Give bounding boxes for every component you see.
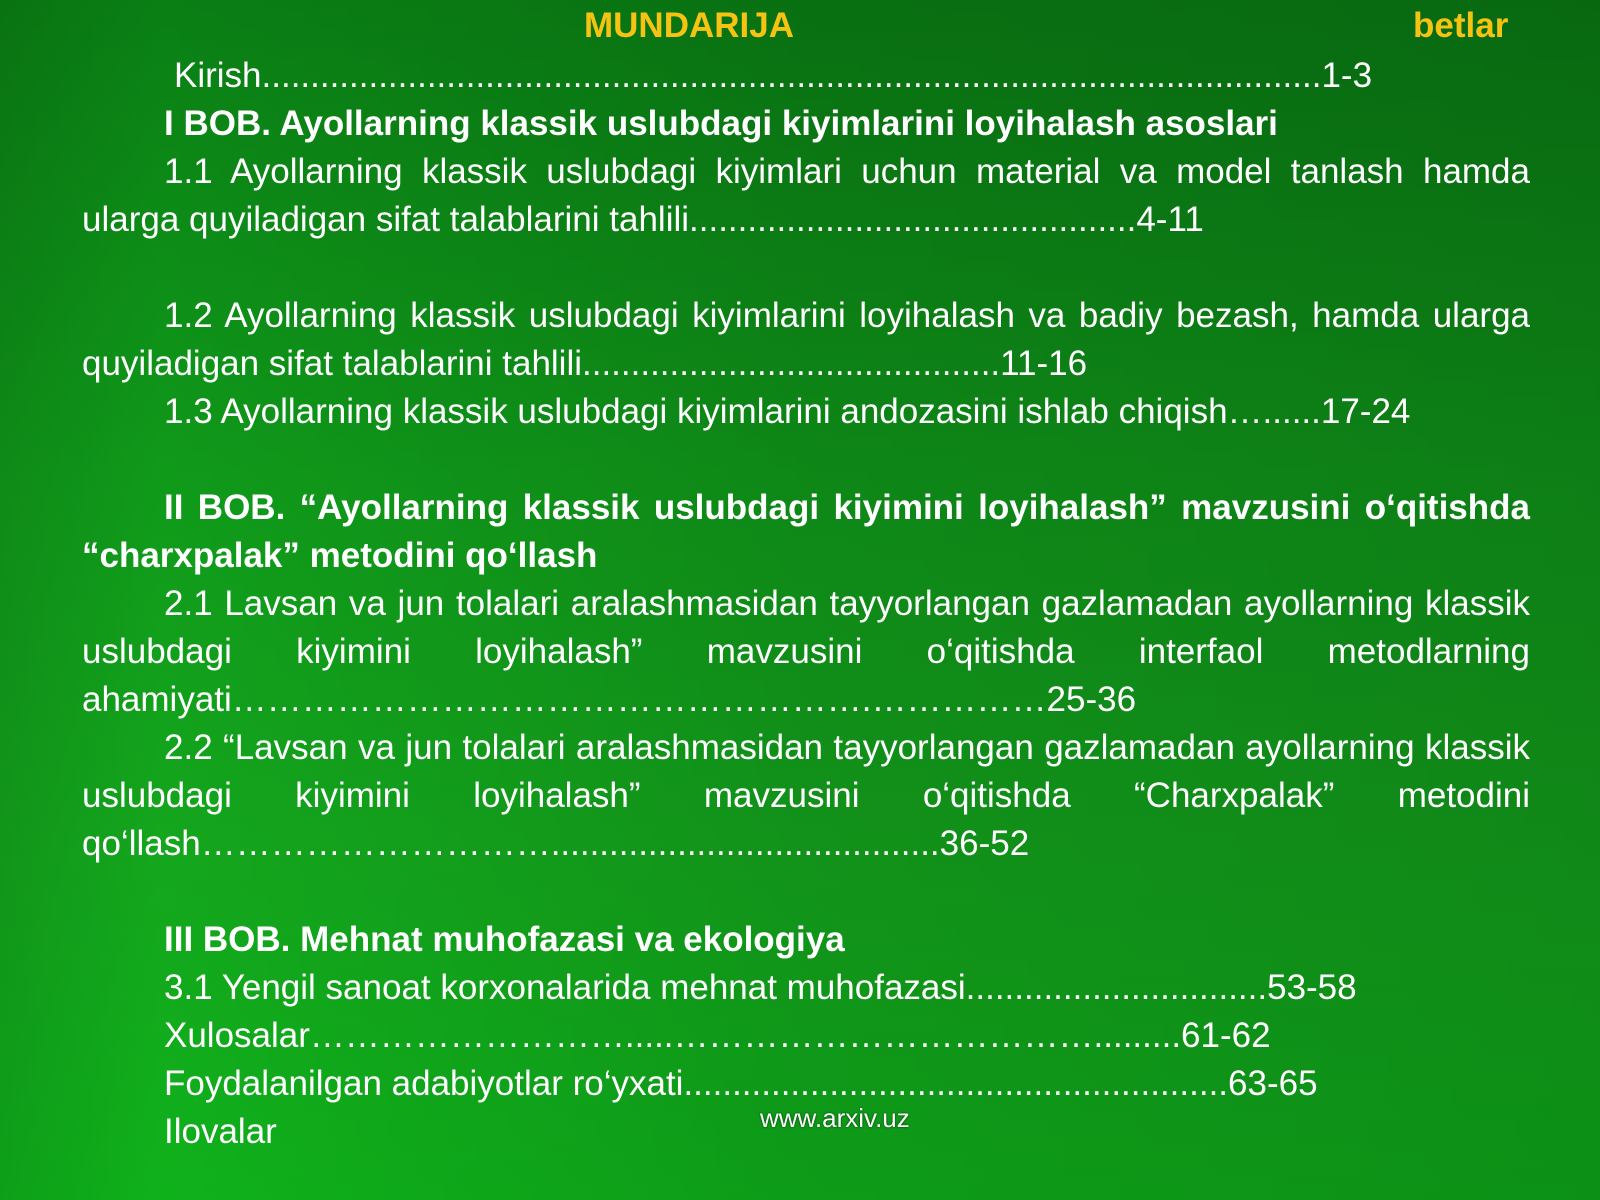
toc-chapter-3-title: III BOB. Mehnat muhofazasi va ekologiya xyxy=(164,920,845,959)
spacer xyxy=(82,244,1530,292)
toc-entry-3-1: 3.1 Yengil sanoat korxonalarida mehnat muhofazasi...............................53-58 xyxy=(164,968,1357,1007)
toc-entry-1-1: 1.1 Ayollarning klassik uslubdagi kiyimlari uchun material va model tanlash hamda ularga quyiladigan sifat talablarini tahlili..............................................4-11 xyxy=(82,152,1530,239)
spacer xyxy=(82,868,1530,916)
spacer xyxy=(82,436,1530,484)
toc-entry-1-2: 1.2 Ayollarning klassik uslubdagi kiyimlarini loyihalash va badiy bezash, hamda ularga quyiladigan sifat talablarini tahlili...........................................11-16 xyxy=(82,296,1530,383)
toc-entry-1-3: 1.3 Ayollarning klassik uslubdagi kiyimlarini andozasini ishlab chiqish…......17-24 xyxy=(164,392,1411,431)
watermark-url: www.arxiv.uz xyxy=(760,1103,910,1133)
toc-entry-2-1: 2.1 Lavsan va jun tolalari aralashmasidan tayyorlangan gazlamadan ayollarning klassik uslubdagi kiyimini loyihalash” mavzusini o‘qitishda interfaol metodlarning ahamiyati……………………………………………….……………25-36 xyxy=(82,584,1530,719)
toc-entry-kirish: Kirish.............................................................................................................1-3 xyxy=(174,56,1373,95)
toc-entry-xulosalar: Xulosalar……………………….....……………………………….........61-62 xyxy=(164,1016,1271,1055)
pages-column-label: betlar xyxy=(1413,6,1509,45)
toc-chapter-1-title: I BOB. Ayollarning klassik uslubdagi kiyimlarini loyihalash asoslari xyxy=(164,104,1278,143)
toc-entry-ilovalar: Ilovalar xyxy=(164,1112,277,1151)
toc-entry-adabiyotlar: Foydalanilgan adabiyotlar ro‘yxati........................................................63-65 xyxy=(164,1064,1318,1103)
toc-chapter-2-title: II BOB. “Ayollarning klassik uslubdagi kiyimini loyihalash” mavzusini o‘qitishda “charxpalak” metodini qo‘llash xyxy=(82,488,1530,575)
page-title: MUNDARIJA xyxy=(584,6,794,45)
table-of-contents xyxy=(82,52,1530,1156)
toc-header xyxy=(0,6,1600,50)
toc-entry-2-2: 2.2 “Lavsan va jun tolalari aralashmasidan tayyorlangan gazlamadan ayollarning klassik uslubdagi kiyimini loyihalash” mavzusini o‘qitishda “Charxpalak” metodini qo‘llash…………………………........................................36-52 xyxy=(82,728,1530,863)
